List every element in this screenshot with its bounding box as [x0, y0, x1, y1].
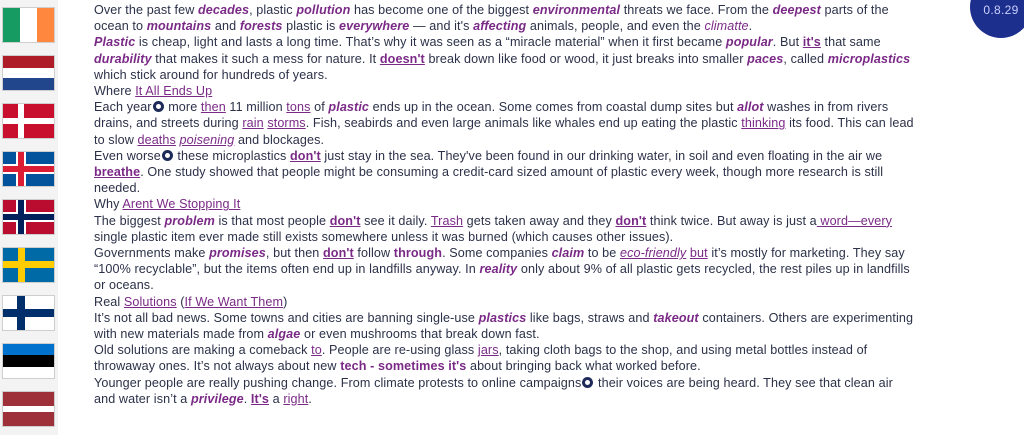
highlighted-word[interactable]: don't — [329, 213, 361, 228]
highlighted-word[interactable]: everywhere — [339, 19, 410, 34]
highlighted-word[interactable]: it's — [802, 35, 821, 50]
text: and — [211, 19, 240, 34]
underlined-word[interactable]: to — [311, 343, 322, 358]
heading-text: Why — [94, 197, 123, 212]
heading-text: ( — [176, 294, 185, 309]
iceland-flag-icon — [3, 152, 54, 186]
flag-ireland-button[interactable] — [3, 8, 54, 42]
flag-sweden-button[interactable] — [3, 248, 54, 282]
text: , taking cloth bags to the shop, and using metal bottles instead of throwaway ones. It’s not always about new — [94, 343, 868, 374]
highlighted-word[interactable]: decades — [198, 3, 250, 17]
ireland-flag-icon — [3, 8, 54, 42]
heading-link[interactable]: If We Want Them — [184, 294, 284, 309]
denmark-flag-icon — [3, 104, 54, 138]
text: . But — [772, 35, 803, 50]
text: parts of the ocean to — [94, 3, 889, 34]
text: , plastic — [249, 3, 297, 17]
highlighted-word[interactable]: plastic — [328, 100, 370, 115]
highlighted-word[interactable]: breathe — [94, 165, 141, 180]
text: about bringing back what worked before. — [466, 359, 701, 374]
paragraph-governments — [94, 245, 914, 294]
text: . Some companies — [442, 246, 552, 261]
text: washes in from rivers drains, and streets during — [94, 100, 889, 131]
flag-iceland-button[interactable] — [3, 152, 54, 186]
text: that same — [820, 35, 881, 50]
text: more — [164, 100, 201, 115]
flag-finland-button[interactable] — [3, 296, 54, 330]
text: like bags, straws and — [526, 310, 654, 325]
text: or even mushrooms that break down fast. — [300, 327, 540, 342]
text: has become one of the biggest — [350, 3, 533, 17]
heading-text: Real — [94, 294, 124, 309]
underlined-word[interactable]: word—every — [816, 213, 893, 228]
annotation-marker-icon[interactable] — [582, 377, 593, 388]
text: The biggest — [94, 213, 165, 228]
paragraph-intro — [94, 2, 914, 34]
text: plastic is — [282, 19, 340, 34]
latvia-flag-icon — [3, 392, 54, 426]
text: is cheap, light and lasts a long time. That’s why it was seen as a “miracle material” when it first became — [135, 35, 726, 50]
article-body — [94, 2, 914, 407]
text: to be — [584, 246, 620, 261]
highlighted-word[interactable]: don't — [290, 148, 321, 163]
highlighted-word[interactable]: reality — [479, 262, 518, 277]
text: . — [308, 391, 312, 406]
text: . Fish, seabirds and even large animals like whales end up eating the plastic — [305, 116, 742, 131]
highlighted-word[interactable]: claim — [551, 246, 585, 261]
underlined-word[interactable]: thinking — [741, 116, 786, 131]
highlighted-word[interactable]: don't — [615, 213, 647, 228]
highlighted-word[interactable]: takeout — [653, 310, 699, 325]
highlighted-word[interactable]: Plastic — [94, 35, 136, 50]
sweden-flag-icon — [3, 248, 54, 282]
highlighted-word[interactable]: environmental — [532, 3, 621, 17]
text: It’s not all bad news. Some towns and cities are banning single-use — [94, 310, 479, 325]
text: Over the past few — [94, 3, 198, 17]
highlighted-word[interactable]: through — [393, 246, 443, 261]
underlined-word[interactable]: Trash — [430, 213, 464, 228]
heading-text: ) — [283, 294, 288, 309]
highlighted-word[interactable]: plastics — [478, 310, 527, 325]
underlined-word[interactable]: then — [200, 100, 226, 115]
text: , called — [783, 51, 828, 66]
text: break down like food or wood, it just breaks into smaller — [424, 51, 748, 66]
text: Even worse — [94, 148, 161, 163]
paragraph-microplastics — [94, 148, 914, 197]
highlighted-word[interactable]: popular — [725, 35, 773, 50]
underlined-word[interactable]: jars — [477, 343, 499, 358]
highlighted-word[interactable]: climatte — [704, 19, 749, 34]
text: animals, people, and even the — [526, 19, 705, 34]
highlighted-word[interactable]: pollution — [296, 3, 351, 17]
highlighted-word[interactable]: deepest — [772, 3, 821, 17]
estonia-flag-icon — [3, 344, 54, 378]
text: of — [310, 100, 329, 115]
text: — and it's — [409, 19, 474, 34]
heading-link[interactable]: Solutions — [123, 294, 177, 309]
text: ends up in the ocean. Some comes from coastal dump sites but — [369, 100, 738, 115]
underlined-word[interactable]: deaths — [137, 132, 176, 147]
flag-netherlands-button[interactable] — [3, 56, 54, 90]
text: think twice. But away is just a — [646, 213, 817, 228]
text: . — [748, 19, 753, 34]
highlighted-word[interactable]: algae — [267, 327, 301, 342]
highlighted-word[interactable]: don't — [323, 246, 354, 261]
underlined-word[interactable]: right — [283, 391, 309, 406]
flag-denmark-button[interactable] — [3, 104, 54, 138]
highlighted-word[interactable]: mountains — [146, 19, 212, 34]
underlined-word[interactable]: tons — [286, 100, 311, 115]
netherlands-flag-icon — [3, 56, 54, 90]
text: which stick around for hundreds of years. — [94, 67, 328, 82]
paragraph-plastic — [94, 34, 914, 83]
text: these microplastics — [173, 148, 290, 163]
text: gets taken away and they — [463, 213, 616, 228]
text: just stay in the sea. They've been found in our drinking water, in soil and even floating in the air we — [320, 148, 883, 163]
text: Younger people are really pushing change. From climate protests to online campaigns — [94, 375, 582, 390]
highlighted-word[interactable]: problem — [164, 213, 215, 228]
text: threats we face. From the — [620, 3, 773, 17]
highlighted-word[interactable]: affecting — [473, 19, 527, 34]
finland-flag-icon — [3, 296, 54, 330]
annotation-marker-icon[interactable] — [162, 150, 173, 161]
text: Governments make — [94, 246, 210, 261]
highlighted-word[interactable]: tech - sometimes it's — [340, 359, 467, 374]
text: it’s mostly for marketing. They say “100% recyclable”, but the items often end up in landfills anyway. In — [94, 246, 905, 277]
heading-link[interactable]: It All Ends Up — [135, 84, 213, 99]
underlined-word[interactable]: rain — [242, 116, 264, 131]
highlighted-word[interactable]: privilege — [191, 391, 244, 406]
text: . One study showed that people might be consuming a credit-card sized amount of plastic every week, though more research is still needed. — [94, 165, 884, 196]
text: , but then — [265, 246, 324, 261]
flag-norway-button[interactable] — [3, 200, 54, 234]
text: single plastic item ever made still exists somewhere unless it was burned (which causes other issues). — [94, 229, 674, 244]
highlighted-word[interactable]: durability — [94, 51, 152, 66]
underlined-word[interactable]: but — [689, 246, 708, 261]
norway-flag-icon — [3, 200, 54, 234]
heading-real-solutions — [94, 294, 914, 310]
text: 11 million — [225, 100, 287, 115]
paragraph-old-solutions — [94, 342, 914, 374]
annotation-marker-icon[interactable] — [153, 101, 164, 112]
highlighted-word[interactable]: microplastics — [827, 51, 911, 66]
language-flag-rail — [0, 0, 58, 435]
highlighted-word[interactable]: doesn't — [379, 51, 425, 66]
text: Old solutions are making a comeback — [94, 343, 312, 358]
text: containers. Others are experimenting with new materials made from — [94, 310, 914, 342]
text: Each year — [94, 100, 152, 115]
paragraph-good-news — [94, 310, 914, 342]
text: . People are re-using glass — [321, 343, 478, 358]
text: is that most people — [214, 213, 330, 228]
version-text: 0.8.29 — [983, 3, 1019, 17]
highlighted-word[interactable]: promises — [209, 246, 266, 261]
flag-latvia-button[interactable] — [3, 392, 54, 426]
underlined-word[interactable]: eco-friendly — [620, 246, 687, 261]
highlighted-word[interactable]: paces — [747, 51, 784, 66]
text: a — [269, 391, 284, 406]
text: and blockages. — [234, 132, 325, 147]
underlined-word[interactable]: poisening — [179, 132, 235, 147]
heading-link[interactable]: Arent We Stopping It — [122, 197, 241, 212]
heading-where-it-ends-up — [94, 83, 914, 99]
paragraph-younger-people — [94, 375, 914, 407]
text: only about 9% of all plastic gets recycled, the rest piles up in landfills or oceans. — [94, 262, 910, 293]
paragraph-problem — [94, 213, 914, 245]
underlined-word[interactable]: storms — [267, 116, 306, 131]
highlighted-word[interactable]: forests — [239, 19, 283, 34]
paragraph-ocean — [94, 99, 914, 148]
text: follow — [353, 246, 394, 261]
heading-text: Where — [94, 84, 136, 99]
text: its food. This can lead to slow — [94, 116, 914, 147]
text: that makes it such a mess for nature. It — [151, 51, 380, 66]
highlighted-word[interactable]: allot — [737, 100, 764, 115]
text: see it daily. — [360, 213, 431, 228]
heading-why-not-stopping — [94, 196, 914, 212]
highlighted-word[interactable]: It's — [250, 391, 270, 406]
text: their voices are being heard. They see that clean air and water isn’t a — [94, 375, 893, 406]
text: . — [243, 391, 251, 406]
flag-estonia-button[interactable] — [3, 344, 54, 378]
version-badge[interactable] — [970, 0, 1024, 38]
